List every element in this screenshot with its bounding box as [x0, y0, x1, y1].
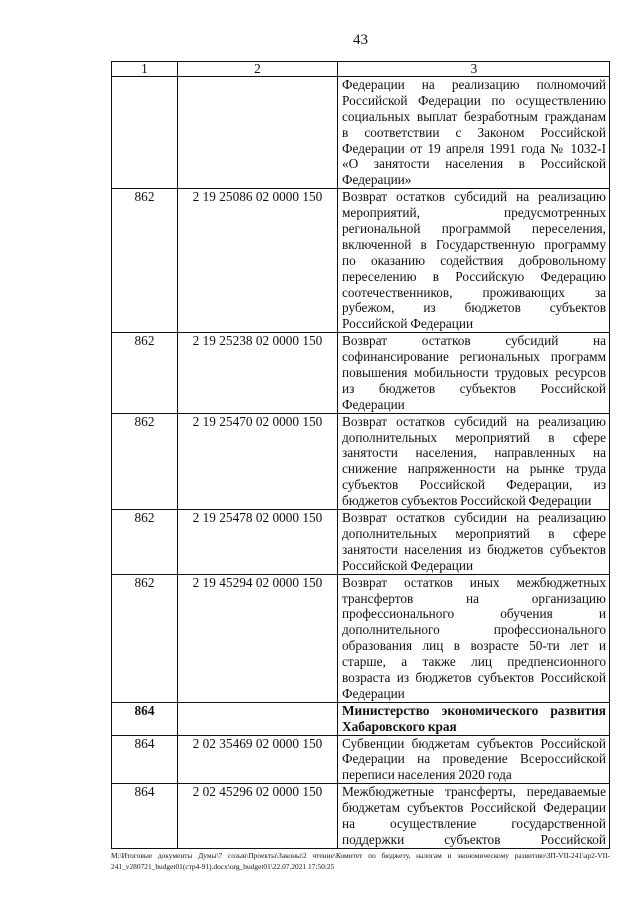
budget-classification-code-cell: 2 02 35469 02 0000 150: [178, 736, 338, 784]
description-line: Субвенции бюджетам субъектов Российской: [342, 735, 606, 751]
description-line: поддержки субъектов Российской: [342, 831, 606, 847]
table-row: [112, 189, 610, 333]
column-number-3: 3: [338, 62, 610, 76]
description-line: Федерации: [342, 685, 405, 701]
description-line: на осуществление государственной: [342, 815, 606, 831]
admin-code-cell: 862: [112, 414, 178, 509]
footer-line: M:\Итоговые документы Думы\7 созыв\Проекты\Законы\2 чтение\Комитет по бюджету, налогам и экономическому развитию\ЗП-VII-241\ар2-VII-: [111, 851, 610, 860]
description-line: Федерации от 19 апреля 1991 года № 1032-I: [342, 140, 606, 156]
table-row: [112, 575, 610, 703]
description-line: региональной программой переселения,: [342, 221, 606, 237]
budget-code-table: [111, 61, 610, 849]
admin-code-cell: [112, 77, 178, 188]
description-line: софинансирование региональных программ: [342, 349, 606, 365]
table-row: [112, 77, 610, 189]
description-line: повышения мобильности трудовых ресурсов: [342, 365, 606, 381]
table-row: [112, 510, 610, 575]
description-line: переселению в Российскую Федерацию: [342, 268, 606, 284]
admin-code-cell: 864: [112, 736, 178, 784]
description-line: Возврат остатков субсидий на реализацию: [342, 413, 606, 429]
description-line: Российской Федерации: [342, 557, 474, 573]
description-line: дополнительных мероприятий в сфере: [342, 429, 606, 445]
description-line: трансфертов на организацию: [342, 590, 606, 606]
description-line: мероприятий, предусмотренных: [342, 205, 606, 221]
description-line: образования лиц в возрасте 50-ти лет и: [342, 638, 606, 654]
description-cell: [338, 414, 610, 509]
page-number: 43: [353, 32, 368, 48]
description-line: дополнительного профессионального: [342, 622, 606, 638]
file-path-footer: [111, 851, 610, 872]
budget-classification-code-cell: 2 19 25086 02 0000 150: [178, 189, 338, 332]
budget-classification-code-cell: 2 19 45294 02 0000 150: [178, 575, 338, 702]
admin-code-cell: 864: [112, 703, 178, 735]
description-line: переписи населения 2020 года: [342, 767, 512, 783]
description-line: Федерации на реализацию полномочий: [342, 77, 606, 92]
description-cell: [338, 77, 610, 188]
column-number-2: 2: [178, 62, 338, 76]
description-line: Возврат остатков субсидий на реализацию: [342, 189, 606, 205]
description-line: в соответствии с Законом Российской: [342, 124, 606, 140]
description-line: Российской Федерации по осуществлению: [342, 92, 606, 108]
admin-code-cell: 862: [112, 510, 178, 574]
description-line: Возврат остатков субсидии на реализацию: [342, 510, 606, 526]
admin-code-cell: 862: [112, 575, 178, 702]
description-cell: [338, 189, 610, 332]
description-line: из бюджетов субъектов Российской: [342, 380, 606, 396]
description-line: включенной в Государственную программу: [342, 236, 606, 252]
budget-classification-code-cell: 2 19 25470 02 0000 150: [178, 414, 338, 509]
ministry-name-line: Министерство экономического развития: [342, 702, 606, 718]
budget-classification-code-cell: [178, 703, 338, 735]
description-line: Возврат остатков субсидий на: [342, 333, 606, 349]
ministry-name-line: Хабаровского края: [342, 718, 457, 734]
table-row: [112, 736, 610, 785]
description-line: Федерации на проведение Всероссийской: [342, 751, 606, 767]
description-line: «О занятости населения в Российской: [342, 156, 606, 172]
budget-classification-code-cell: 2 02 45296 02 0000 150: [178, 784, 338, 848]
description-line: Федерации»: [342, 172, 412, 188]
admin-code-cell: 862: [112, 189, 178, 332]
description-line: старше, а также лиц предпенсионного: [342, 654, 606, 670]
description-line: дополнительных мероприятий в сфере: [342, 525, 606, 541]
description-line: профессионального обучения и: [342, 606, 606, 622]
footer-line: 241_v280721_budget01(стр4-91).docx\org_budget01\22.07.2021 17:50:25: [111, 861, 335, 871]
description-cell: [338, 510, 610, 574]
description-line: занятости населения, направленных на: [342, 445, 606, 461]
budget-classification-code-cell: 2 19 25238 02 0000 150: [178, 333, 338, 412]
admin-code-cell: 864: [112, 784, 178, 848]
description-line: субъектов Российской Федерации, из: [342, 477, 606, 493]
budget-classification-code-cell: 2 19 25478 02 0000 150: [178, 510, 338, 574]
description-line: Межбюджетные трансферты, передаваемые: [342, 784, 606, 800]
admin-code-cell: 862: [112, 333, 178, 412]
description-cell: [338, 333, 610, 412]
description-line: соотечественников, проживающих за: [342, 284, 606, 300]
description-line: Федерации: [342, 396, 405, 412]
description-line: возраста из бюджетов субъектов Российской: [342, 669, 606, 685]
ministry-name-cell: [338, 703, 610, 735]
description-line: бюджетам субъектов Российской Федерации: [342, 800, 606, 816]
table-row: [112, 784, 610, 849]
description-line: социальных выплат безработным гражданам: [342, 108, 606, 124]
table-row: [112, 414, 610, 510]
description-cell: [338, 736, 610, 784]
description-line: Возврат остатков иных межбюджетных: [342, 574, 606, 590]
ministry-heading-row: [112, 703, 610, 736]
description-line: Российской Федерации: [342, 316, 474, 332]
description-line: бюджетов субъектов Российской Федерации: [342, 493, 592, 509]
budget-classification-code-cell: [178, 77, 338, 188]
table-row: [112, 333, 610, 413]
description-cell: [338, 575, 610, 702]
description-line: по оказанию содействия добровольному: [342, 252, 606, 268]
description-line: рубежом, из бюджетов субъектов: [342, 300, 606, 316]
description-cell: [338, 784, 610, 848]
description-line: занятости населения из бюджетов субъектов: [342, 541, 606, 557]
table-header-row: [112, 62, 610, 77]
column-number-1: 1: [112, 62, 178, 76]
description-line: снижение напряженности на рынке труда: [342, 461, 606, 477]
